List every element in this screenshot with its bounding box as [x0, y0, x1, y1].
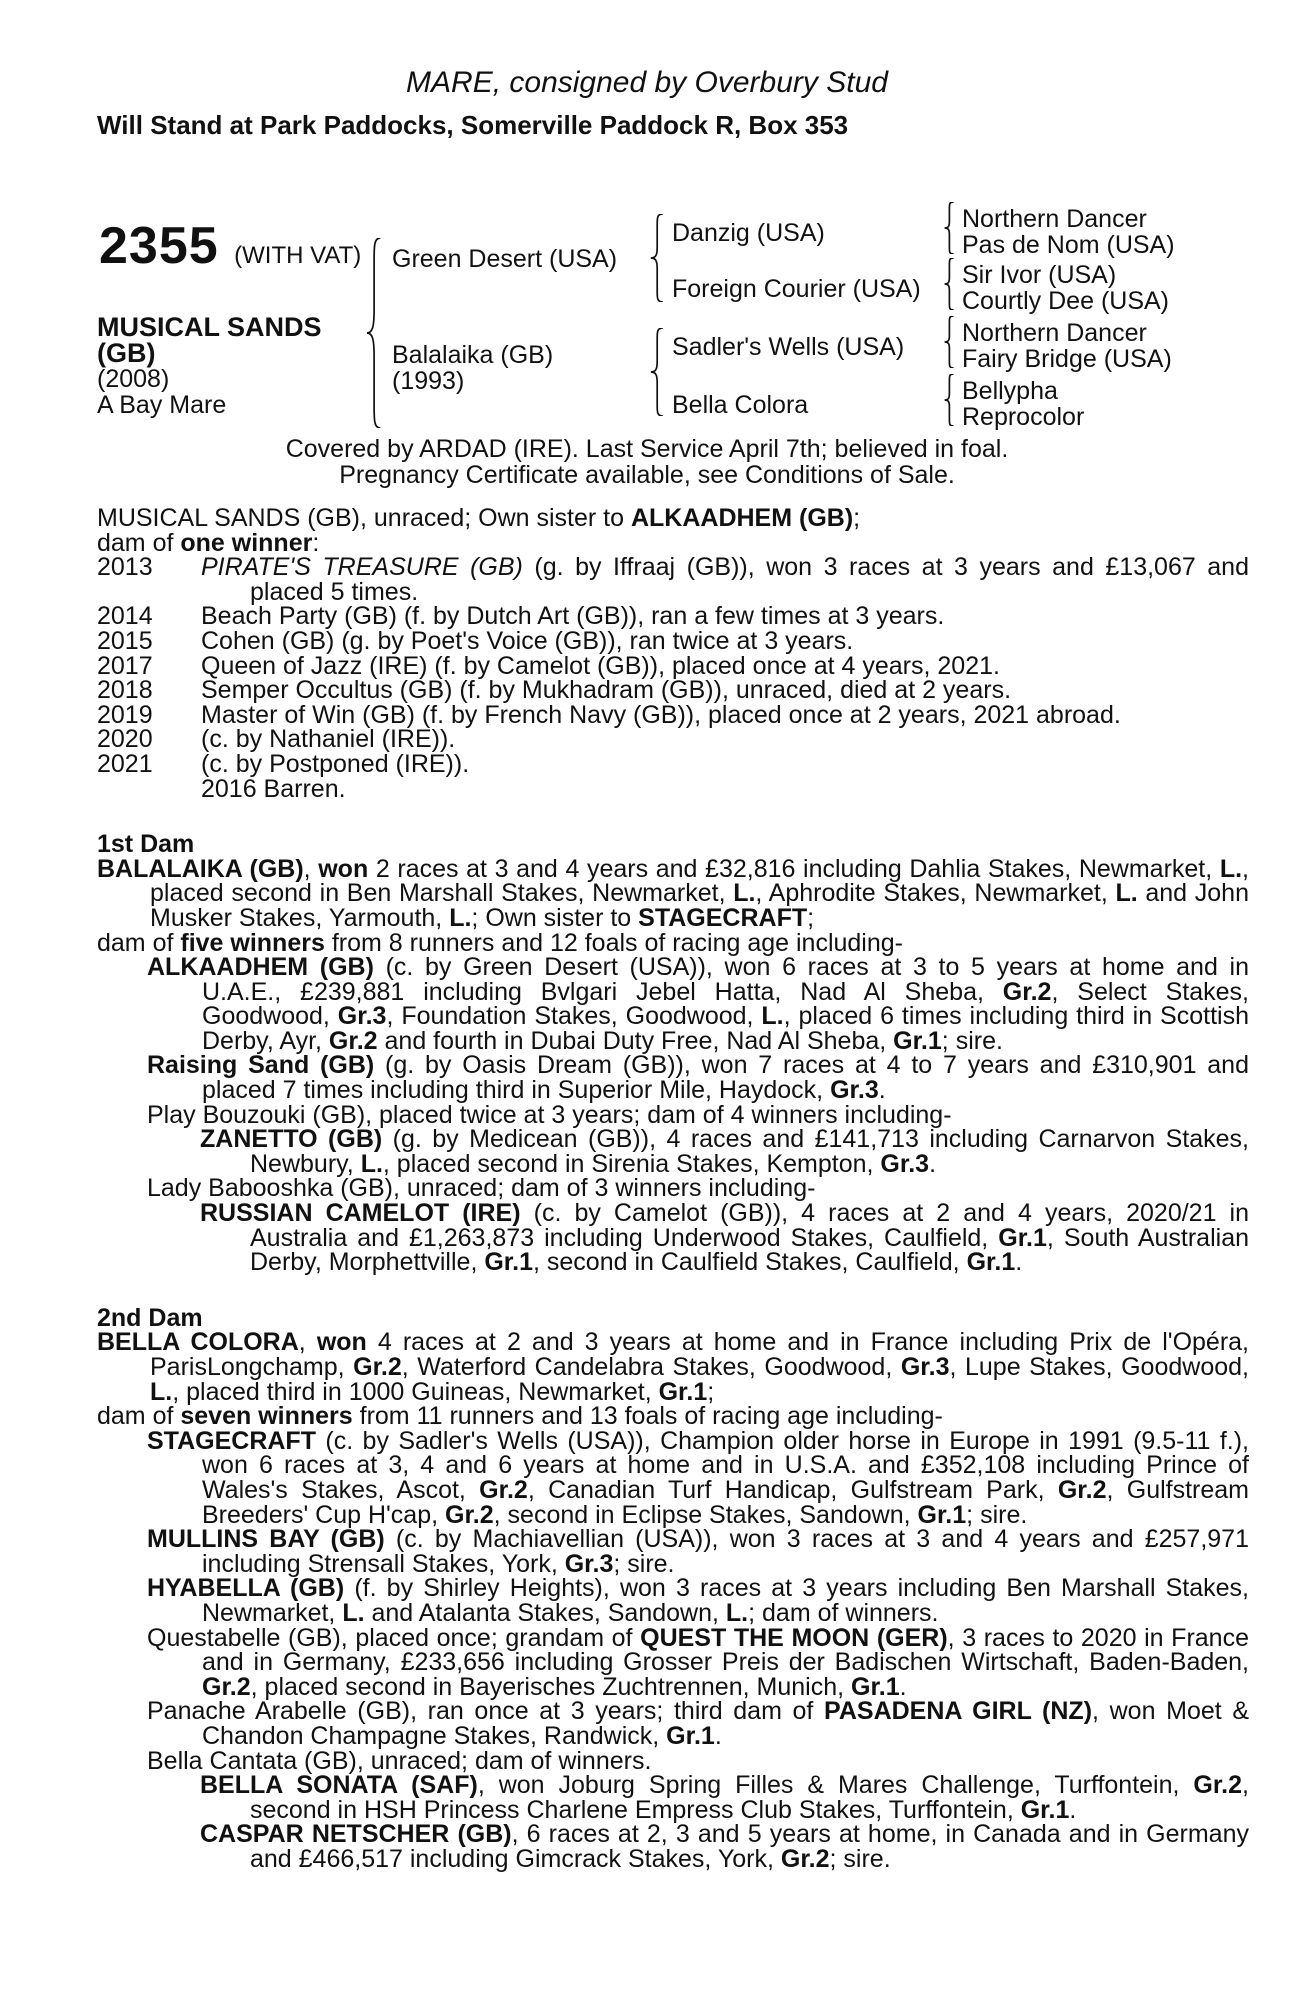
horse-name-line2: (GB) [97, 338, 156, 368]
produce-row [97, 555, 1249, 604]
produce-year: 2020 [97, 725, 153, 754]
pedigree-ggp-6: Fairy Bridge (USA) [962, 345, 1172, 373]
pedigree-entry: MULLINS BAY (GB) (c. by Machiavellian (USA)), won 3 races at 3 and 4 years and £257,971 including Strensall Stakes, York, Gr.3; sire. [147, 1525, 1249, 1578]
pedigree-entry: Play Bouzouki (GB), placed twice at 3 years; dam of 4 winners including- [147, 1100, 952, 1129]
produce-text: Semper Occultus (GB) (f. by Mukhadram (GB)), unraced, died at 2 years. [201, 676, 1012, 705]
produce-year: 2017 [97, 651, 153, 680]
produce-text: (c. by Postponed (IRE)). [201, 749, 470, 778]
pedigree-entry: CASPAR NETSCHER (GB), 6 races at 2, 3 and 5 years at home, in Canada and in Germany and £466,517 including Gimcrack Stakes, York, Gr.2; sire. [200, 1820, 1249, 1873]
produce-text: (c. by Nathaniel (IRE)). [201, 725, 456, 754]
horse-foal-year: (2008) [97, 365, 170, 393]
produce-year: 2015 [97, 626, 153, 655]
pedigree-brace-dam-side [650, 328, 666, 416]
pedigree-ggp-2: Pas de Nom (USA) [962, 231, 1175, 259]
pedigree-grandsire-2: Sadler's Wells (USA) [672, 333, 905, 361]
pedigree-entry: ALKAADHEM (GB) (c. by Green Desert (USA)), won 6 races at 3 to 5 years at home and in U.A.E., £239,881 including Bvlgari Jebel Hatta, Nad Al Sheba, Gr.2, Select Stakes, Goodwood, Gr.3, Foundation Stakes, Goodwood, L., placed 6 times including third in Scottish Derby, Ayr, Gr.2 and fourth in Dubai Duty Free, Nad Al Sheba, Gr.1; sire. [147, 953, 1249, 1055]
produce-text: Cohen (GB) (g. by Poet's Voice (GB)), ran twice at 3 years. [201, 626, 854, 655]
produce-row [97, 626, 1249, 655]
pedigree-granddam-1: Foreign Courier (USA) [672, 275, 921, 303]
produce-row [97, 651, 1249, 680]
pedigree-entry: STAGECRAFT (c. by Sadler's Wells (USA)), Champion older horse in Europe in 1991 (9.5-11 f.), won 6 races at 3, 4 and 6 years at home and in U.S.A. and £352,108 including Prince of Wales's Stakes, Ascot, Gr.2, Canadian Turf Handicap, Gulfstream Park, Gr.2, Gulfstream Breeders' Cup H'cap, Gr.2, second in Eclipse Stakes, Sandown, Gr.1; sire. [147, 1426, 1249, 1529]
second-dam-produce-intro: dam of seven winners from 11 runners and 13 foals of racing age including- [97, 1402, 943, 1431]
produce-year: 2019 [97, 700, 153, 729]
pedigree-brace-gen1 [366, 238, 384, 428]
produce-text: PIRATE'S TREASURE (GB) (g. by Iffraaj (GB)), won 3 races at 3 years and £13,067 and placed 5 times. [201, 553, 1249, 606]
pedigree-grandsire-1: Danzig (USA) [672, 219, 825, 247]
lot-number-value: 2355 [99, 217, 219, 275]
first-dam-race-record: BALALAIKA (GB), won 2 races at 3 and 4 years and £32,816 including Dahlia Stakes, Newmarket, L., placed second in Ben Marshall Stakes, Newmarket, L., Aphrodite Stakes, Newmarket, L. and John Musker Stakes, Yarmouth, L.; Own sister to STAGECRAFT; [97, 854, 1249, 932]
produce-year: 2013 [97, 553, 153, 582]
second-dam-heading: 2nd Dam [97, 1303, 203, 1332]
pedigree-brace-pair4 [944, 374, 956, 426]
pedigree-ggp-7: Bellypha [962, 377, 1058, 405]
consignor-line: MARE, consigned by Overbury Stud [406, 66, 888, 99]
pedigree-entry: RUSSIAN CAMELOT (IRE) (c. by Camelot (GB)), 4 races at 2 and 4 years, 2020/21 in Australia and £1,263,873 including Underwood Stakes, Caulfield, Gr.1, South Australian Derby, Morphettville, Gr.1, second in Caulfield Stakes, Caulfield, Gr.1. [200, 1199, 1249, 1277]
pedigree-entry: ZANETTO (GB) (g. by Medicean (GB)), 4 races and £141,713 including Carnarvon Stakes, Newbury, L., placed second in Sirenia Stakes, Kempton, Gr.3. [200, 1125, 1249, 1178]
pedigree-brace-pair1 [944, 202, 956, 254]
pedigree-entry: Raising Sand (GB) (g. by Oasis Dream (GB)), won 7 races at 4 to 7 years and £310,901 and placed 7 times including third in Superior Mile, Haydock, Gr.3. [147, 1051, 1249, 1105]
covering-line-1: Covered by ARDAD (IRE). Last Service April 7th; believed in foal. [285, 435, 1009, 463]
pedigree-ggp-4: Courtly Dee (USA) [962, 287, 1169, 315]
produce-record [97, 555, 1249, 801]
produce-text: Queen of Jazz (IRE) (f. by Camelot (GB)), placed once at 4 years, 2021. [201, 651, 1000, 680]
pedigree-ggp-5: Northern Dancer [962, 319, 1147, 347]
produce-text: Master of Win (GB) (f. by French Navy (GB)), placed once at 2 years, 2021 abroad. [201, 700, 1121, 729]
lot-header-and-pedigree [0, 0, 1314, 506]
stand-location-line: Will Stand at Park Paddocks, Somerville Paddock R, Box 353 [97, 110, 849, 140]
pedigree-granddam-2: Bella Colora [672, 391, 809, 419]
catalogue-text [97, 506, 1249, 1871]
pedigree-entry: Lady Babooshka (GB), unraced; dam of 3 winners including- [147, 1174, 816, 1203]
pedigree-ggp-8: Reprocolor [962, 403, 1085, 431]
second-dam-race-record: BELLA COLORA, won 4 races at 2 and 3 years at home and in France including Prix de l'Opéra, ParisLongchamp, Gr.2, Waterford Candelabra Stakes, Goodwood, Gr.3, Lupe Stakes, Goodwood, L., placed third in 1000 Guineas, Newmarket, Gr.1; [97, 1328, 1249, 1406]
dam-of-line: dam of one winner: [97, 528, 320, 557]
covering-line-2: Pregnancy Certificate available, see Conditions of Sale. [339, 461, 955, 489]
produce-text: Beach Party (GB) (f. by Dutch Art (GB)), ran a few times at 3 years. [201, 602, 945, 631]
first-dam-produce-intro: dam of five winners from 8 runners and 12 foals of racing age including- [97, 928, 903, 957]
pedigree-brace-pair2 [944, 258, 956, 310]
produce-row [97, 749, 1249, 778]
pedigree-entry: BELLA SONATA (SAF), won Joburg Spring Filles & Mares Challenge, Turffontein, Gr.2, second in HSH Princess Charlene Empress Club Stakes, Turffontein, Gr.1. [200, 1771, 1249, 1824]
produce-year: 2014 [97, 602, 153, 631]
pedigree-brace-pair3 [944, 316, 956, 368]
pedigree-sire: Green Desert (USA) [392, 245, 618, 273]
pedigree-brace-sire-side [650, 214, 666, 302]
horse-description: A Bay Mare [97, 391, 227, 419]
produce-row [97, 774, 1249, 803]
produce-text: 2016 Barren. [201, 774, 346, 803]
produce-row [97, 727, 1249, 752]
pedigree-ggp-1: Northern Dancer [962, 205, 1147, 233]
pedigree-entry: Bella Cantata (GB), unraced; dam of winners. [147, 1746, 652, 1775]
produce-row [97, 604, 1249, 629]
produce-row [97, 678, 1249, 703]
first-dam-heading: 1st Dam [97, 830, 195, 859]
pedigree-entry: HYABELLA (GB) (f. by Shirley Heights), won 3 races at 3 years including Ben Marshall Stakes, Newmarket, L. and Atalanta Stakes, Sandown, L.; dam of winners. [147, 1574, 1250, 1627]
pedigree-entry: Panache Arabelle (GB), ran once at 3 years; third dam of PASADENA GIRL (NZ), won Moet & Chandon Champagne Stakes, Randwick, Gr.1. [147, 1697, 1250, 1750]
pedigree-dam-year: (1993) [392, 367, 465, 395]
pedigree-ggp-3: Sir Ivor (USA) [962, 261, 1117, 289]
horse-name-line1: MUSICAL SANDS [97, 312, 322, 342]
lot-vat-note: (WITH VAT) [234, 242, 362, 269]
pedigree-dam: Balalaika (GB) [392, 341, 554, 369]
mare-summary-line: MUSICAL SANDS (GB), unraced; Own sister to ALKAADHEM (GB); [97, 504, 861, 532]
pedigree-entry: Questabelle (GB), placed once; grandam of QUEST THE MOON (GER), 3 races to 2020 in France and in Germany, £233,656 including Grosser Preis der Badischen Wirtschaft, Baden-Baden, Gr.2, placed second in Bayerisches Zuchtrennen, Munich, Gr.1. [147, 1623, 1249, 1701]
produce-year: 2021 [97, 749, 153, 778]
produce-row [97, 700, 1249, 729]
produce-year: 2018 [97, 676, 153, 705]
lot-number [99, 216, 361, 276]
